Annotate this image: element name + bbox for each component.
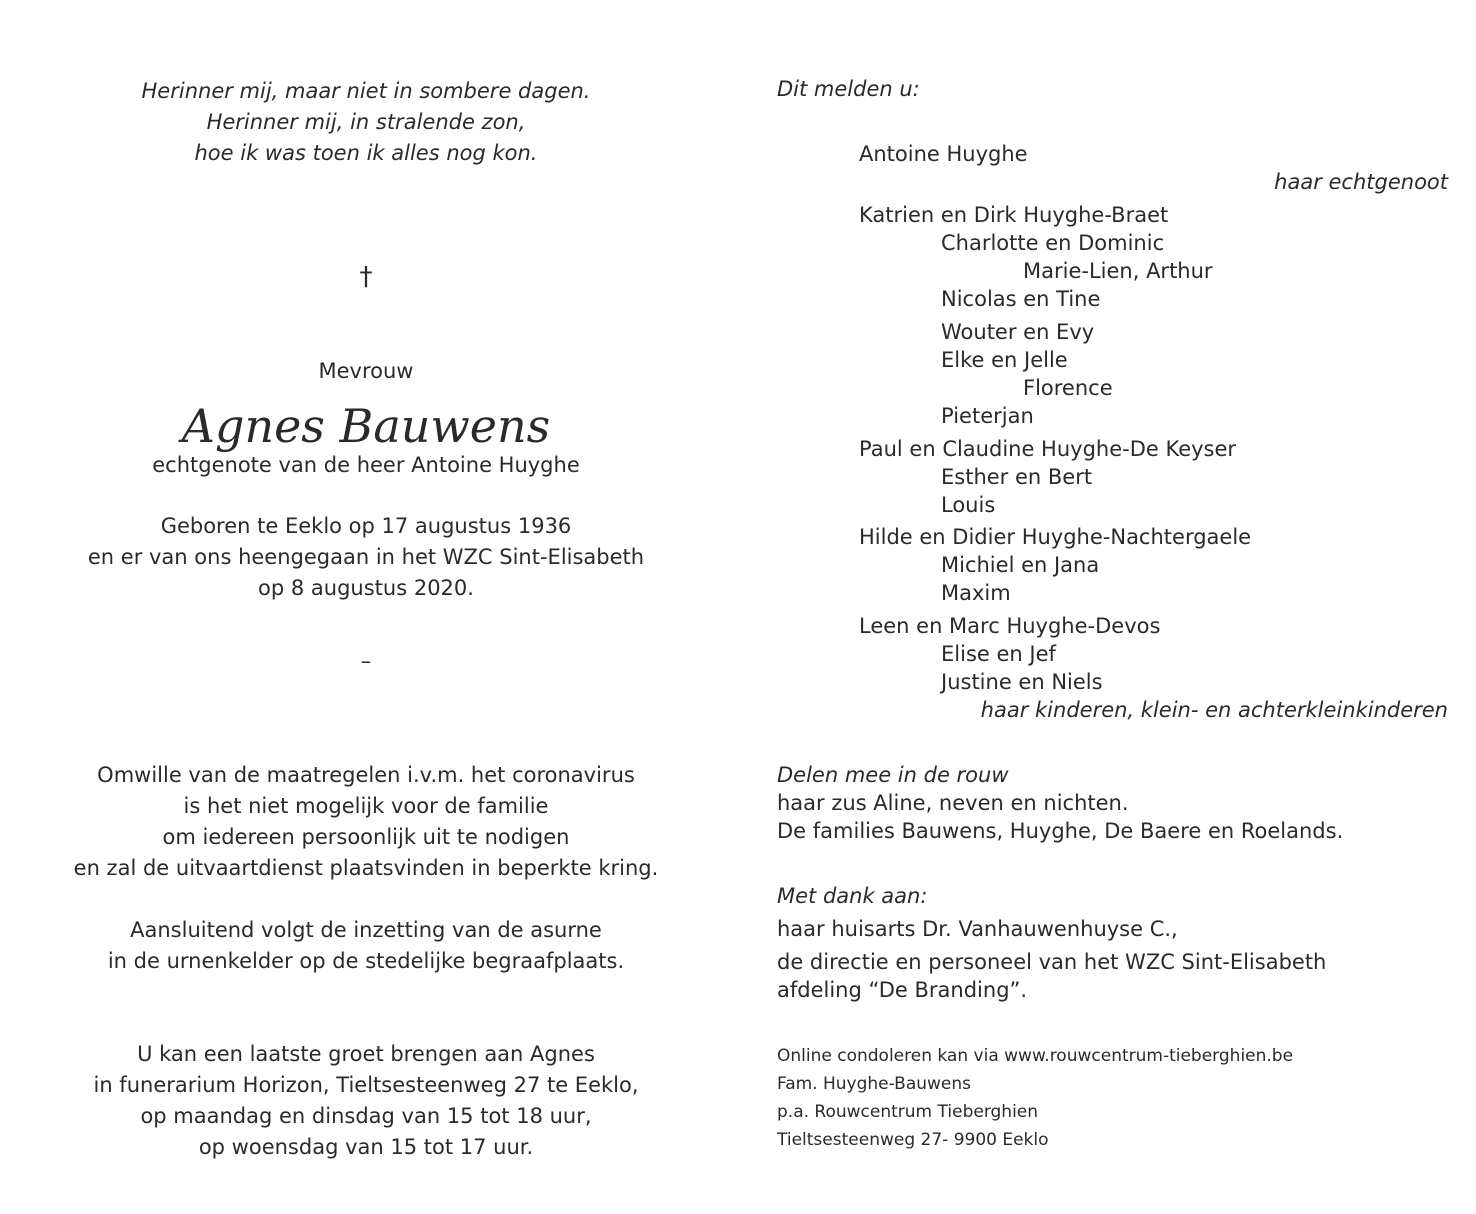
family-member: Florence bbox=[1023, 376, 1113, 400]
covid-line: en zal de uitvaartdienst plaatsvinden in beperkte kring. bbox=[73, 856, 659, 880]
family-member: Elke en Jelle bbox=[941, 348, 1068, 372]
covid-line: Omwille van de maatregelen i.v.m. het coronavirus bbox=[97, 763, 635, 787]
share-heading: Delen mee in de rouw bbox=[777, 763, 1009, 787]
birth-line: en er van ons heengegaan in het WZC Sint-Elisabeth bbox=[87, 545, 645, 569]
poem-line: Herinner mij, maar niet in sombere dagen. bbox=[141, 79, 591, 103]
birth-line: Geboren te Eeklo op 17 augustus 1936 bbox=[160, 514, 572, 538]
share-line: De families Bauwens, Huyghe, De Baere en Roelands. bbox=[777, 819, 1344, 843]
visit-line: U kan een laatste groet brengen aan Agnes bbox=[137, 1042, 595, 1066]
family-member: Pieterjan bbox=[941, 404, 1034, 428]
visit-line: op woensdag van 15 tot 17 uur. bbox=[198, 1135, 534, 1159]
family-member: Justine en Niels bbox=[941, 670, 1103, 694]
visit-line: in funerarium Horizon, Tieltsesteenweg 27 te Eeklo, bbox=[93, 1073, 639, 1097]
family-role: haar kinderen, klein- en achterkleinkinderen bbox=[980, 698, 1448, 722]
family-member: Elise en Jef bbox=[941, 642, 1056, 666]
urn-line: in de urnenkelder op de stedelijke begraafplaats. bbox=[107, 949, 625, 973]
family-member: Michiel en Jana bbox=[941, 553, 1100, 577]
family-member: Wouter en Evy bbox=[941, 320, 1095, 344]
visit-line: op maandag en dinsdag van 15 tot 18 uur, bbox=[140, 1104, 592, 1128]
family-member: Esther en Bert bbox=[941, 465, 1093, 489]
thanks-line: afdeling “De Branding”. bbox=[777, 978, 1028, 1002]
covid-line: is het niet mogelijk voor de familie bbox=[183, 794, 549, 818]
birth-line: op 8 augustus 2020. bbox=[258, 576, 474, 600]
family-member: Hilde en Didier Huyghe-Nachtergaele bbox=[859, 525, 1252, 549]
separator-dash: – bbox=[360, 649, 372, 673]
cross-symbol: † bbox=[359, 262, 373, 292]
covid-line: om iedereen persoonlijk uit te nodigen bbox=[162, 825, 570, 849]
family-member: Nicolas en Tine bbox=[941, 287, 1101, 311]
urn-line: Aansluitend volgt de inzetting van de asurne bbox=[130, 918, 602, 942]
contact-line: Tieltsesteenweg 27- 9900 Eeklo bbox=[777, 1130, 1049, 1150]
family-member: Charlotte en Dominic bbox=[941, 231, 1165, 255]
poem-line: Herinner mij, in stralende zon, bbox=[206, 110, 526, 134]
family-member: Marie-Lien, Arthur bbox=[1023, 259, 1213, 283]
poem-line: hoe ik was toen ik alles nog kon. bbox=[194, 141, 538, 165]
thanks-line: de directie en personeel van het WZC Sint-Elisabeth bbox=[777, 950, 1327, 974]
thanks-line: haar huisarts Dr. Vanhauwenhuyse C., bbox=[777, 917, 1178, 941]
title-mevrouw: Mevrouw bbox=[318, 359, 414, 383]
deceased-name: Agnes Bauwens bbox=[181, 399, 551, 453]
announce-heading: Dit melden u: bbox=[777, 77, 920, 101]
spouse-line: echtgenote van de heer Antoine Huyghe bbox=[152, 453, 580, 477]
husband-name: Antoine Huyghe bbox=[859, 142, 1028, 166]
contact-line: p.a. Rouwcentrum Tieberghien bbox=[777, 1102, 1039, 1122]
contact-line: Online condoleren kan via www.rouwcentrum-tieberghien.be bbox=[777, 1046, 1294, 1066]
family-member: Maxim bbox=[941, 581, 1011, 605]
share-line: haar zus Aline, neven en nichten. bbox=[777, 791, 1129, 815]
contact-line: Fam. Huyghe-Bauwens bbox=[777, 1074, 972, 1094]
thanks-heading: Met dank aan: bbox=[777, 884, 928, 908]
family-member: Paul en Claudine Huyghe-De Keyser bbox=[859, 437, 1237, 461]
family-member: Katrien en Dirk Huyghe-Braet bbox=[859, 203, 1169, 227]
husband-role: haar echtgenoot bbox=[1274, 170, 1448, 194]
family-member: Louis bbox=[941, 493, 996, 517]
family-member: Leen en Marc Huyghe-Devos bbox=[859, 614, 1161, 638]
